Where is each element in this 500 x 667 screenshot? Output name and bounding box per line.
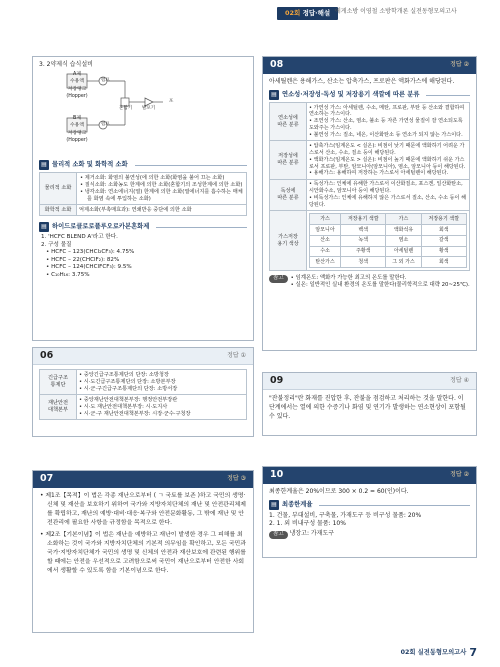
gas-cat: 저장성에 따른 분류 (270, 141, 307, 179)
q09-text: "잔불정리"란 화재를 진압한 후, 잔불을 점검하고 처리하는 것을 말한다. 이 단계에서는 열에 의한 수증기나 화염 및 연기가 발생하는 연소현상이 포함될 수 있다. (269, 395, 466, 420)
document-icon: ▤ (39, 222, 49, 232)
q06-item: • 시·도긴급구조통제단의 단장: 소방본부장 (79, 378, 176, 385)
gas-cat: 독성에 따른 분류 (270, 179, 307, 211)
round-number: 02회 (285, 9, 301, 17)
gas-cat: 연소성에 따른 분류 (270, 103, 307, 141)
q06-number: 06 (40, 349, 54, 361)
color-th: 저장용기 색깔 (341, 214, 386, 225)
hcfc-line: • HCFC – 123(CHCl₂CF₃): 4.75% (46, 249, 135, 256)
q09-number: 09 (270, 374, 284, 386)
hcfc-line: • C₁₀H₁₆: 3.75% (46, 271, 90, 278)
note-line: • 실온: 일반적인 실내 환경의 온도를 말한다(물리학적으로 대략 20~25℃). (290, 282, 470, 289)
color-td: 갈색 (421, 235, 466, 246)
hopper-a-l3: 저장탱크 (67, 87, 87, 93)
question-06 (32, 347, 254, 437)
gas-item: • 가연성 가스: 아세틸렌, 수소, 메탄, 프로판, 부탄 등 산소와 결합하여 연소하는 가스이다. (309, 104, 465, 118)
mixer-label: 혼합기 (119, 106, 133, 112)
q06-cat: 긴급구조 통제단 (40, 370, 77, 395)
q08-number: 08 (270, 59, 284, 71)
q10-number: 10 (270, 469, 284, 481)
color-th: 가스 (310, 214, 341, 225)
q06-item: • 중앙재난안전대책본부장: 행정안전부장관 (79, 396, 178, 403)
gas-item: • 불연성 가스: 질소, 네온, 이산화탄소 등 연소가 되지 않는 가스이다. (309, 132, 463, 139)
round-badge (277, 7, 338, 20)
question-10 (262, 466, 477, 558)
q06-item: • 시·군·구 재난안전대책본부장: 시장·군수·구청장 (79, 410, 191, 417)
gas-item: • 압축가스(임계온도 < 실온): 비점이 낮기 때문에 액화하기 어려운 가스로서 산소, 수소, 질소 등이 해당된다. (309, 142, 465, 156)
hopper-a-l4: (Hopper) (66, 93, 88, 99)
phys-item: • 질식소화: 소화농도 한계에 의한 소화(혼합기의 조성한계에 의한 소화) (80, 181, 243, 188)
hopper-b-l3: 저장탱크 (67, 131, 87, 137)
color-td: 탄산가스 (310, 257, 341, 268)
gas-item: • 독성가스: 인체에 유해한 가스로서 이산화질소, 포스겐, 일산화탄소, 시안화수소, 암모니아 등이 해당된다. (309, 181, 463, 195)
left-top-box (32, 56, 254, 341)
chem-text: 억제소화(부촉매효과): 연쇄반응 중단에 의한 소화 (77, 205, 247, 216)
q09-answer: 정답 ④ (450, 376, 469, 384)
gas-item: • 비독성가스: 인체에 유해하지 않은 가스로서 질소, 산소, 수소 등이 해당된다. (309, 195, 467, 208)
q10-note: 냉장고: 가재도구 (289, 530, 335, 538)
page-number: 7 (469, 646, 477, 659)
q10-item: 1. 건물, 부대설비, 구축물, 가재도구 등 비구성 물품: 20% (269, 512, 422, 520)
color-td: 산소 (310, 235, 341, 246)
q06-cat: 재난안전 대책본부 (40, 395, 77, 420)
question-07 (32, 470, 254, 633)
color-table (309, 213, 467, 268)
note-pill: 참고 (269, 531, 288, 538)
q06-table (39, 369, 247, 420)
q06-answer: 정답 ① (227, 351, 246, 359)
color-th: 가스 (386, 214, 421, 225)
q07-number: 07 (40, 473, 54, 485)
q08-intro: 아세틸렌은 용해가스, 산소는 압축가스, 프로판은 액화가스에 해당된다. (269, 78, 455, 85)
page-footer (401, 646, 477, 661)
q10-item: 2. 1. 외 비내구성 물품: 10% (269, 520, 346, 528)
chem-cat: 화학적 소화 (40, 205, 77, 216)
physical-chemical-heading: ▤ 물리적 소화 및 화학적 소화 (39, 160, 247, 170)
extinguish-table (39, 172, 247, 216)
color-td: 황색 (421, 246, 466, 257)
color-td: 아세틸렌 (386, 246, 421, 257)
footer-label: 02회 실전동형모의고사 (400, 649, 467, 656)
q06-item: • 시·도 재난안전대책본부장: 시·도지사 (79, 403, 168, 410)
round-label: 정답·해설 (300, 9, 331, 17)
hopper-b-l1: B제 (73, 116, 81, 122)
document-icon: ▤ (39, 160, 49, 170)
q08-answer: 정답 ② (450, 61, 469, 69)
q07-item: • 제2조【기본이념】이 법은 재난을 예방하고 재난이 발생한 경우 그 피해를 최소화하는 것이 국가와 지방자치단체의 기본적 의무임을 확인하고, 모든 국민과 국가·지방자치단체가 국민의 생명 및 신체의 안전과 재산보호에 관련된 행위를 할 때에는 안전을 우선적으로 고려함으로써 국민이 재난으로부터 안전한 사회에서 생활할 수 있도록 함을 기본이념으로 한다. (40, 531, 246, 575)
q10-answer: 정답 ② (450, 471, 469, 479)
phys-cat: 물리적 소화 (40, 173, 77, 205)
gas-table (269, 102, 470, 271)
hcfc-line: • HCFC – 22(CHClF₂): 82% (46, 256, 120, 263)
question-09 (262, 372, 477, 436)
q06-item: • 중앙긴급구조통제단의 단장: 소방청장 (79, 371, 169, 378)
color-td: 액화석유 (386, 225, 421, 236)
item-3-title: 3. 2약제식 습식설비 (39, 61, 93, 68)
phys-item: • 냉각소화: 연소에너지(열) 한계에 의한 소화(열에너지를 흡수하는 매체를 화염 속에 투입하는 소화) (80, 188, 243, 202)
hcfc-line: 1. 'HCFC BLEND A'라고 한다. (41, 234, 118, 241)
color-td: 녹색 (341, 235, 386, 246)
question-08 (262, 56, 477, 351)
q06-item: • 시·군·구긴급구조통제단의 단장: 소방서장 (79, 385, 178, 392)
note-pill: 참고 (269, 275, 288, 282)
color-th: 저장용기 색깔 (421, 214, 466, 225)
gas-item: • 조연성 가스: 산소, 염소, 불소 등 자른 가연성 물질이 잘 연소되도록 도와주는 가스이다. (309, 118, 463, 132)
q08-heading: ▤ 연소성·저장성·독성 및 저장용기 색깔에 따른 분류 (269, 90, 470, 100)
pump-b-sub: 펌프 (101, 122, 110, 128)
q07-item: • 제1조【목적】이 법은 각종 재난으로부터 ( ㄱ 국토를 보존 )하고 국민의 생명·신체 및 재산을 보호하기 위하여 국가와 지방자치단체의 재난 및 안전관리체제를 확립하고, 재난의 예방·대비·대응·복구와 안전문화활동, 그 밖에 재난 및 안전관리에 필요한 사항을 규정함을 목적으로 한다. (40, 493, 246, 527)
color-td: 수소 (310, 246, 341, 257)
hopper-a-l1: A제 (73, 72, 81, 78)
q10-calc: 최종한계율은 20%이므로 300 × 0.2 = 60(인)이다. (269, 488, 409, 495)
pump-a-sub: 펌프 (101, 78, 110, 84)
color-td: 주황색 (341, 246, 386, 257)
color-td: 그 외 가스 (386, 257, 421, 268)
hopper-b-l4: (Hopper) (66, 137, 88, 143)
document-icon: ▤ (269, 500, 279, 510)
hcfc-heading: ▤ 하이드로클로로플루오로카본혼화제 (39, 222, 247, 232)
q07-answer: 정답 ③ (227, 475, 246, 483)
q08-note (269, 275, 470, 290)
color-td: 염소 (386, 235, 421, 246)
color-td: 백색 (341, 225, 386, 236)
gas-item: • 용해가스: 용해하여 저장하는 가스로서 아세틸렌이 해당된다. (309, 170, 449, 177)
color-td: 암모니아 (310, 225, 341, 236)
document-icon: ▤ (269, 90, 279, 100)
foam-label: 포 (169, 99, 174, 105)
note-line: • 임계온도: 액화가 가능한 최고의 온도를 말한다. (290, 275, 407, 282)
gas-item: • 액화가스(임계온도 > 실온): 비점이 높기 때문에 액화하기 쉬운 가스로서 프로판, 부탄, 암모니아(암모니아), 염소, 암모니아 등이 해당된다. (309, 156, 466, 170)
hopper-a-l2: 수용액 (70, 78, 84, 84)
color-td: 청색 (341, 257, 386, 268)
nozzle-label: 발포기 (142, 106, 156, 112)
hcfc-line: • HCFC – 124(CHClFCF₃): 9.5% (46, 264, 132, 271)
gas-cat: 가스저장 용기 색상 (270, 211, 307, 271)
phys-item: • 제거소화: 화염의 불연성(에 의한 소화(화염을 불어 끄는 소화) (80, 174, 225, 181)
q10-heading: ▤ 최종한계율 (269, 500, 470, 510)
running-title: 에게소방 이영철 소방학개론 실전동형모의고사 (335, 8, 457, 15)
color-td: 회색 (421, 257, 466, 268)
color-td: 회색 (421, 225, 466, 236)
hcfc-line: 2. 구성 물질 (41, 241, 72, 248)
hopper-b-l2: 수용액 (70, 122, 84, 128)
